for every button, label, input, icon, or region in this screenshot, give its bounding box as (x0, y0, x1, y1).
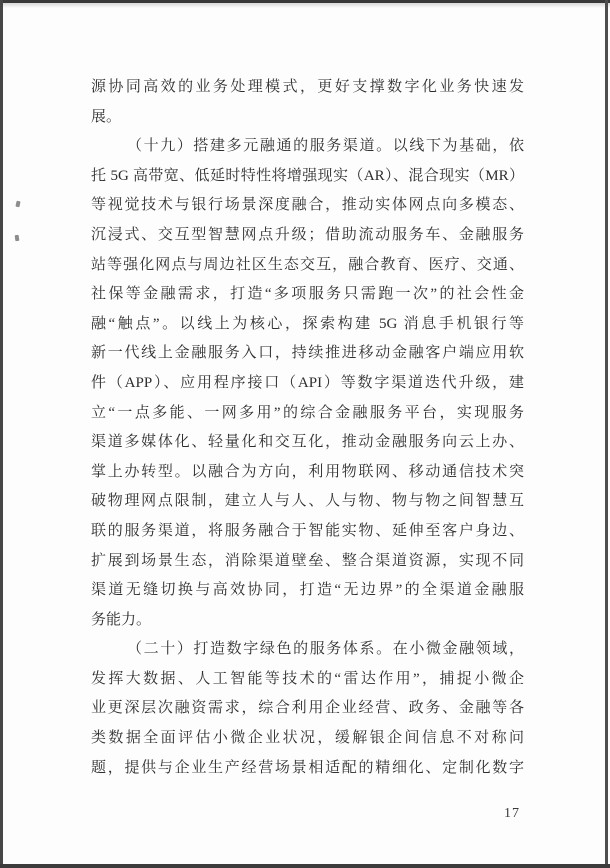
text-line: 社保等金融需求，打造“多项服务只需跑一次”的社会性金 (91, 286, 524, 303)
text-line: 沉浸式、交互型智慧网点升级；借助流动服务车、金融服务 (91, 226, 524, 243)
text-line: 务能力。 (91, 611, 152, 628)
text-line: 站等强化网点与周边社区生态交互，融合教育、医疗、交通、 (91, 256, 524, 273)
section-heading-line: （二十）打造数字绿色的服务体系。在小微金融领域， (127, 641, 524, 658)
text-line: 渠道无缝切换与高效协同，打造“无边界”的全渠道金融服 (91, 582, 524, 599)
text-line: 扩展到场景生态，消除渠道壁垒、整合渠道资源，实现不同 (91, 552, 524, 569)
text-line: 融“触点”。以线上为核心，探索构建 5G 消息手机银行等 (91, 315, 524, 332)
text-line: 题，提供与企业生产经营场景相适配的精细化、定制化数字 (91, 759, 524, 776)
ink-speck (15, 201, 20, 208)
scan-edge-right (605, 0, 608, 868)
text-line: 立“一点多能、一网多用”的综合金融服务平台，实现服务 (91, 404, 524, 421)
document-text-block (91, 73, 524, 783)
text-line: 等视觉技术与银行场景深度融合，推动实体网点向多模态、 (91, 197, 524, 214)
text-line: 件（APP）、应用程序接口（API）等数字渠道迭代升级，建 (91, 374, 524, 391)
text-line: 新一代线上金融服务入口，持续推进移动金融客户端应用软 (91, 345, 524, 362)
text-line: 联的服务渠道，将服务融合于智能实物、延伸至客户身边、 (91, 522, 524, 539)
text-line: 源协同高效的业务处理模式，更好支撑数字化业务快速发 (91, 79, 524, 95)
text-line: 展。 (91, 108, 122, 125)
scan-edge-left (0, 0, 3, 868)
section-heading-line: （十九）搭建多元融通的服务渠道。以线下为基础，依 (127, 138, 524, 155)
text-line: 破物理网点限制，建立人与人、人与物、物与物之间智慧互 (91, 493, 524, 510)
scan-edge-top-shadow (0, 3, 610, 8)
text-line: 渠道多媒体化、轻量化和交互化，推动金融服务向云上办、 (91, 434, 524, 451)
page-number: 17 (504, 806, 520, 821)
text-line: 类数据全面评估小微企业状况，缓解银企间信息不对称问 (91, 730, 524, 747)
text-line: 掌上办转型。以融合为方向，利用物联网、移动通信技术突 (91, 463, 524, 480)
ink-speck (15, 235, 20, 241)
text-line: 托 5G 高带宽、低延时特性将增强现实（AR）、混合现实（MR） (91, 167, 524, 184)
text-line: 发挥大数据、人工智能等技术的“雷达作用”，捕捉小微企 (91, 670, 524, 687)
scan-edge-bottom (0, 864, 610, 868)
text-line: 业更深层次融资需求，综合利用企业经营、政务、金融等各 (91, 700, 524, 717)
